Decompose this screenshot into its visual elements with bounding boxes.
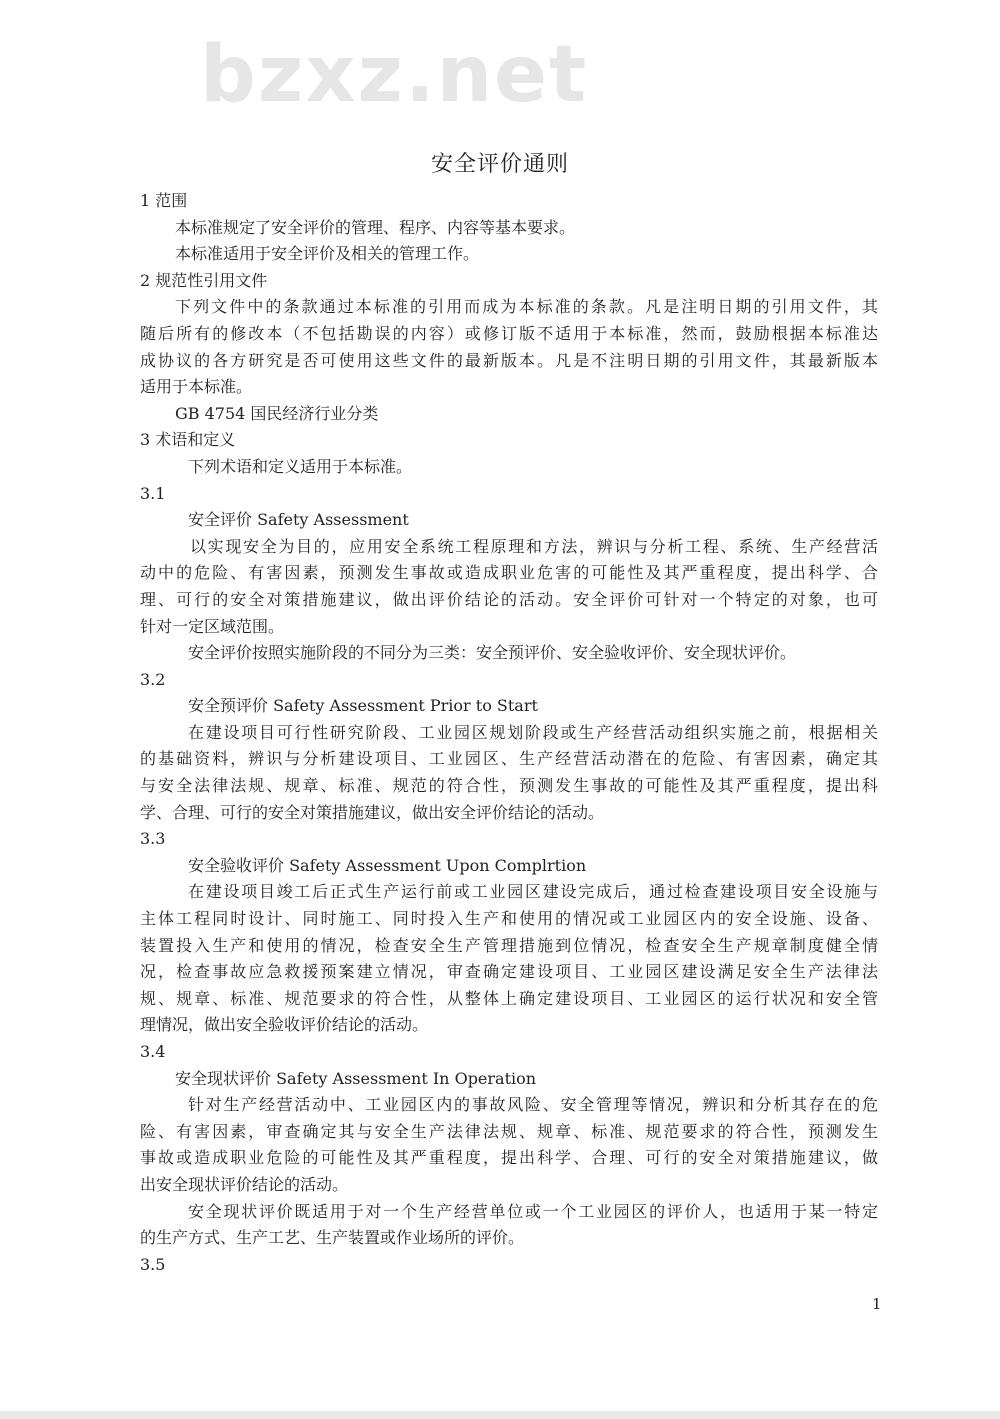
text-line: 适用于本标准。 — [140, 377, 253, 397]
text-line: 安全评价按照实施阶段的不同分为三类：安全预评价、安全验收评价、安全现状评价。 — [188, 643, 797, 663]
text-line: 规、规章、标准、规范要求的符合性，从整体上确定建设项目、工业园区的运行状况和安全管 — [140, 988, 878, 1008]
text-line: 动中的危险、有害因素，预测发生事故或造成职业危害的可能性及其严重程度，提出科学、合 — [140, 563, 878, 583]
text-line: 3.3 — [140, 829, 166, 849]
text-line: 安全评价 Safety Assessment — [188, 510, 409, 530]
text-line: 在建设项目可行性研究阶段、工业园区规划阶段或生产经营活动组织实施之前，根据相关 — [188, 722, 878, 742]
text-line: 3.5 — [140, 1254, 166, 1274]
text-line: 学、合理、可行的安全对策措施建议，做出安全评价结论的活动。 — [140, 802, 605, 822]
text-line: GB 4754 国民经济行业分类 — [175, 403, 379, 423]
text-line: 1 范围 — [140, 191, 188, 210]
text-line: 成协议的各方研究是否可使用这些文件的最新版本。凡是不注明日期的引用文件，其最新版本 — [140, 350, 878, 370]
text-line: 随后所有的修改本（不包括勘误的内容）或修订版不适用于本标准，然而，鼓励根据本标准达 — [140, 323, 878, 343]
text-line: 下列术语和定义适用于本标准。 — [188, 456, 413, 476]
text-line: 2 规范性引用文件 — [140, 270, 268, 290]
text-line: 以实现安全为目的，应用安全系统工程原理和方法，辨识与分析工程、系统、生产经营活 — [190, 536, 878, 556]
document-title: 安全评价通则 — [430, 152, 569, 177]
text-line: 下列文件中的条款通过本标准的引用而成为本标准的条款。凡是注明日期的引用文件，其 — [175, 297, 878, 317]
text-line: 针对生产经营活动中、工业园区内的事故风险、安全管理等情况，辨识和分析其存在的危 — [188, 1095, 878, 1115]
page-bottom-edge — [0, 1411, 1000, 1419]
watermark: bzxz.net — [200, 30, 589, 120]
text-line: 主体工程同时设计、同时施工、同时投入生产和使用的情况或工业园区内的安全设施、设备、 — [140, 909, 878, 929]
text-line: 3.1 — [140, 483, 166, 503]
text-line: 与安全法律法规、规章、标准、规范的符合性，预测发生事故的可能性及其严重程度，提出科 — [140, 776, 878, 796]
text-line: 安全现状评价既适用于对一个生产经营单位或一个工业园区的评价人，也适用于某一特定 — [188, 1201, 878, 1221]
text-line: 本标准适用于安全评价及相关的管理工作。 — [175, 244, 480, 264]
text-line: 在建设项目竣工后正式生产运行前或工业园区建设完成后，通过检查建设项目安全设施与 — [188, 882, 878, 902]
text-line: 装置投入生产和使用的情况，检查安全生产管理措施到位情况，检查安全生产规章制度健全情 — [140, 935, 878, 955]
text-line: 出安全现状评价结论的活动。 — [140, 1174, 349, 1194]
text-line: 的基础资料，辨识与分析建设项目、工业园区、生产经营活动潜在的危险、有害因素，确定其 — [140, 749, 878, 769]
text-line: 针对一定区域范围。 — [140, 616, 285, 636]
text-line: 本标准规定了安全评价的管理、程序、内容等基本要求。 — [175, 217, 576, 237]
page-number: 1 — [872, 1295, 882, 1313]
text-line: 安全验收评价 Safety Assessment Upon Complrtion — [188, 855, 587, 875]
text-line: 3.2 — [140, 669, 166, 689]
text-line: 3 术语和定义 — [140, 430, 236, 450]
text-line: 况，检查事故应急救援预案建立情况，审查确定建设项目、工业园区建设满足安全生产法律法 — [140, 962, 878, 982]
text-line: 的生产方式、生产工艺、生产装置或作业场所的评价。 — [140, 1228, 525, 1248]
text-line: 安全现状评价 Safety Assessment In Operation — [175, 1068, 537, 1088]
text-line: 安全预评价 Safety Assessment Prior to Start — [188, 696, 538, 716]
document-body — [140, 188, 878, 1278]
text-line: 理、可行的安全对策措施建议，做出评价结论的活动。安全评价可针对一个特定的对象，也可 — [140, 589, 878, 609]
text-line: 3.4 — [140, 1042, 166, 1061]
text-line: 事故或造成职业危险的可能性及其严重程度，提出科学、合理、可行的安全对策措施建议，做 — [140, 1148, 878, 1168]
text-line: 理情况，做出安全验收评价结论的活动。 — [140, 1015, 429, 1035]
text-line: 险、有害因素，审查确定其与安全生产法律法规、规章、标准、规范要求的符合性，预测发生 — [140, 1121, 878, 1141]
